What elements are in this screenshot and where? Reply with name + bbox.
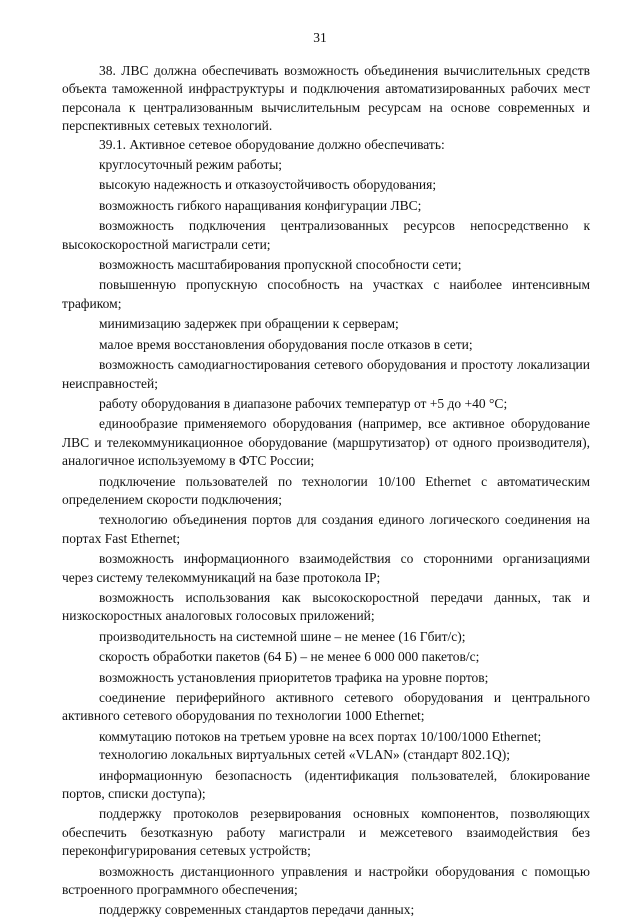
list-item: поддержку современных стандартов передачи данных;: [99, 902, 415, 918]
list-item: подключение пользователей по технологии 10/100 Ethernet с автоматическим определением скорости подключения;: [62, 473, 590, 507]
list-item: высокую надежность и отказоустойчивость оборудования;: [99, 177, 437, 193]
list-item: единообразие применяемого оборудования (например, все активное оборудование ЛВС и телекоммуникационное оборудование (маршрутизатор) от одного производителя), аналогичное используемому в ФТС России;: [62, 416, 590, 469]
page-number: 31: [313, 30, 327, 45]
list-item: коммутацию потоков на третьем уровне на всех портах 10/100/1000 Ethernet;: [99, 728, 542, 744]
list-item: возможность информационного взаимодействия со сторонними организациями через систему телекоммуникаций на базе протокола IP;: [62, 551, 590, 585]
list-item: повышенную пропускную способность на участках с наиболее интенсивным трафиком;: [62, 277, 590, 311]
list-item: технологию объединения портов для создания единого логического соединения на портах Fast Ethernet;: [62, 512, 590, 546]
list-item: производительность на системной шине – не менее (16 Гбит/с);: [99, 628, 466, 644]
paragraph-39-1: 39.1. Активное сетевое оборудование должно обеспечивать:: [99, 136, 445, 152]
list-item: малое время восстановления оборудования после отказов в сети;: [99, 336, 473, 352]
list-item: скорость обработки пакетов (64 Б) – не менее 6 000 000 пакетов/с;: [99, 649, 480, 665]
list-item: возможность использования как высокоскоростной передачи данных, так и низкоскоростных аналоговых голосовых приложений;: [62, 589, 590, 624]
list-item: поддержку протоколов резервирования основных компонентов, позволяющих обеспечить безотказную работу магистрали и межсетевого взаимодействия без переконфигурирования сетевых устройств;: [62, 806, 590, 859]
list-item: возможность масштабирования пропускной способности сети;: [99, 257, 462, 273]
list-item: информационную безопасность (идентификация пользователей, блокирование портов, списки доступа);: [62, 767, 590, 802]
list-item: круглосуточный режим работы;: [99, 157, 283, 173]
list-item: соединение периферийного активного сетевого оборудования и центрального активного сетевого оборудования по технологии 1000 Ethernet;: [62, 690, 590, 724]
list-item: возможность самодиагностирования сетевого оборудования и простоту локализации неисправностей;: [62, 357, 590, 391]
list-item: работу оборудования в диапазоне рабочих температур от +5 до +40 °C;: [99, 395, 508, 411]
list-item: возможность подключения централизованных ресурсов непосредственно к высокоскоростной магистрали сети;: [62, 218, 590, 252]
list-item: возможность установления приоритетов трафика на уровне портов;: [99, 669, 489, 685]
list-item: минимизацию задержек при обращении к серверам;: [99, 316, 399, 332]
list-item: возможность гибкого наращивания конфигурации ЛВС;: [99, 197, 422, 213]
document-body: [62, 62, 590, 920]
list-item: возможность дистанционного управления и настройки оборудования с помощью встроенного программного обеспечения;: [62, 863, 590, 898]
paragraph-38: 38. ЛВС должна обеспечивать возможность объединения вычислительных средств объекта таможенной инфраструктуры и подключения автоматизированных рабочих мест персонала к централизованным вычислительным ресурсам на основе современных и перспективных сетевых технологий.: [62, 63, 590, 134]
list-item: технологию локальных виртуальных сетей «VLAN» (стандарт 802.1Q);: [99, 747, 510, 763]
